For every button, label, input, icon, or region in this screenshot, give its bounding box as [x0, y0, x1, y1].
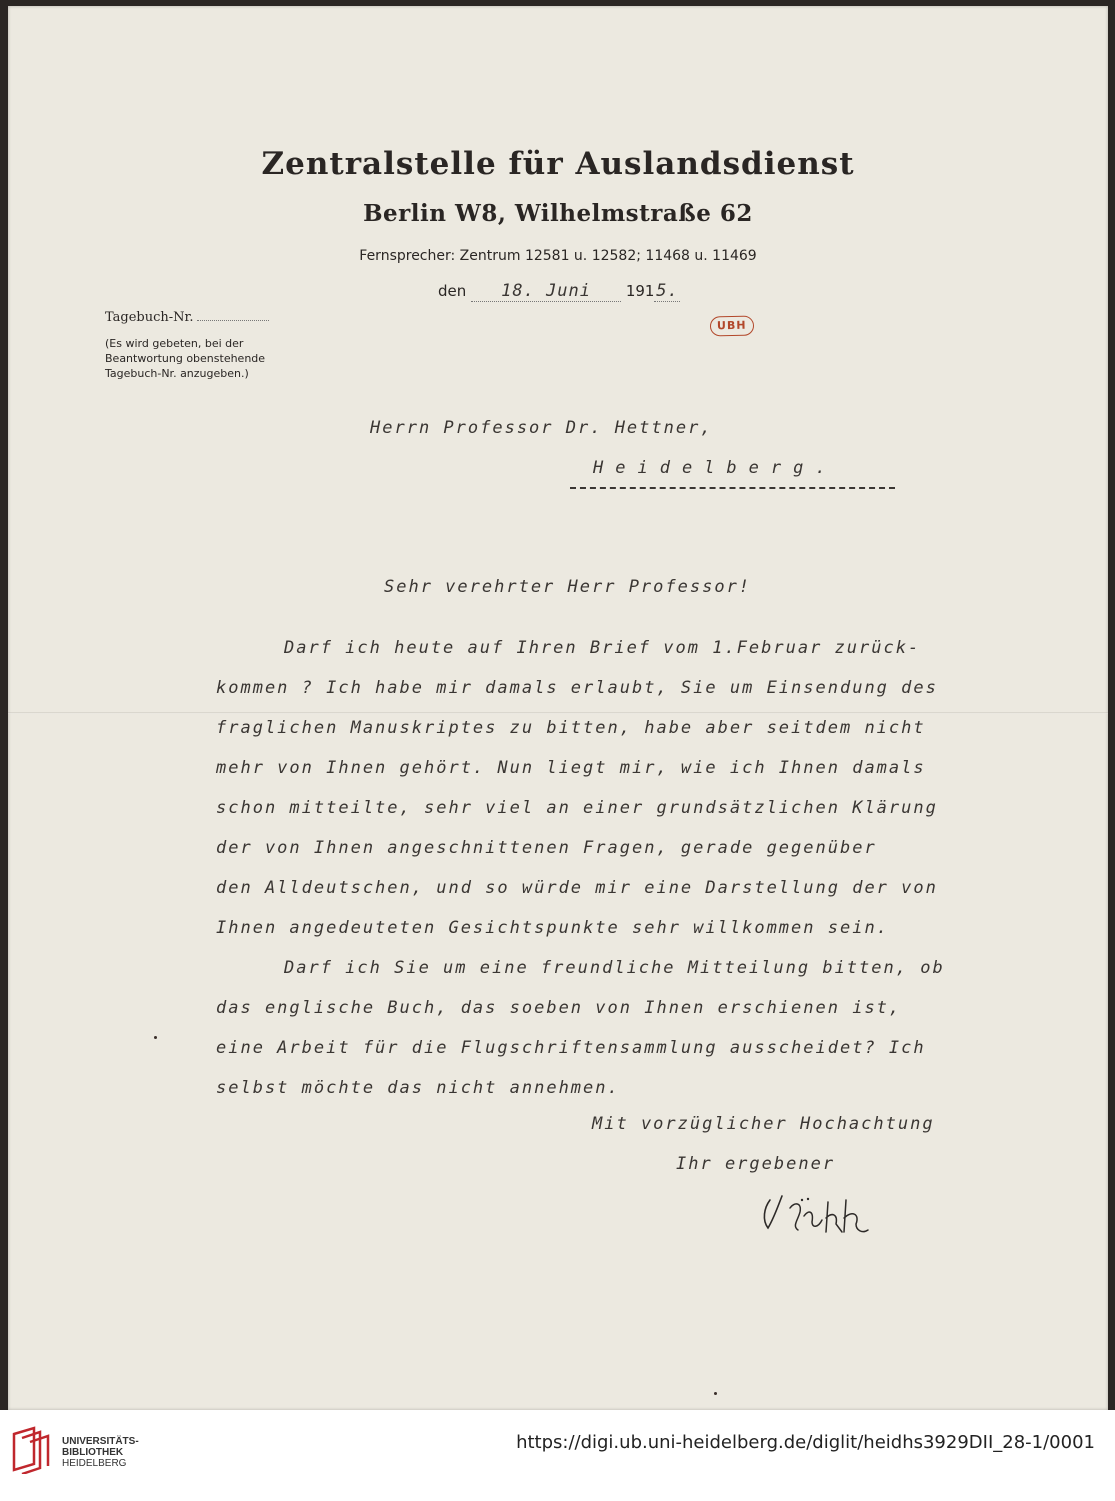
recipient-name: Herrn Professor Dr. Hettner, [370, 418, 713, 438]
letterhead-address: Berlin W8, Wilhelmstraße 62 [363, 200, 753, 227]
date-prefix: den [438, 282, 467, 300]
salutation: Sehr verehrter Herr Professor! [384, 577, 752, 597]
reference-label: Tagebuch-Nr. [105, 310, 194, 325]
date-year-prefix: 191 [625, 282, 655, 300]
reference-field [105, 310, 269, 325]
recipient-underline [570, 487, 895, 489]
body-line: der von Ihnen angeschnittenen Fragen, gerade gegenüber [216, 838, 877, 858]
reference-note-line: (Es wird gebeten, bei der [105, 337, 244, 350]
regards: Ihr ergebener [676, 1154, 836, 1174]
library-name [62, 1436, 139, 1469]
reference-note [105, 336, 265, 381]
letterhead-title: Zentralstelle für Auslandsdienst [261, 146, 855, 182]
body-line: fraglichen Manuskriptes zu bitten, habe aber seitdem nicht [216, 718, 926, 738]
body-line: Darf ich Sie um eine freundliche Mitteilung bitten, ob [284, 958, 945, 978]
handwritten-signature [756, 1186, 886, 1246]
reference-note-line: Beantwortung obenstehende [105, 352, 266, 365]
date-line [438, 281, 680, 302]
library-name-line: HEIDELBERG [62, 1458, 127, 1469]
paper-speck [714, 1392, 717, 1395]
recipient-city: Heidelberg. [593, 458, 838, 478]
letterhead-phone: Fernsprecher: Zentrum 12581 u. 12582; 11468 u. 11469 [359, 248, 757, 264]
library-name-line: UNIVERSITÄTS- [62, 1436, 139, 1447]
body-line: eine Arbeit für die Flugschriftensammlung ausscheidet? Ich [216, 1038, 926, 1058]
letter-body [216, 634, 945, 1114]
body-line: selbst möchte das nicht annehmen. [216, 1078, 620, 1098]
body-line: kommen ? Ich habe mir damals erlaubt, Sie um Einsendung des [216, 678, 938, 698]
document-url[interactable]: https://digi.ub.uni-heidelberg.de/diglit/heidhs3929DII_28-1/0001 [516, 1432, 1095, 1453]
body-line: mehr von Ihnen gehört. Nun liegt mir, wie ich Ihnen damals [216, 758, 926, 778]
body-line: schon mitteilte, sehr viel an einer grundsätzlichen Klärung [216, 798, 938, 818]
body-line: Darf ich heute auf Ihren Brief vom 1.Februar zurück- [284, 638, 921, 658]
library-stamp: UBH [710, 316, 754, 337]
body-line: Ihnen angedeuteten Gesichtspunkte sehr willkommen sein. [216, 918, 889, 938]
library-logo-icon [10, 1424, 54, 1474]
body-line: das englische Buch, das soeben von Ihnen erschienen ist, [216, 998, 902, 1018]
paper-speck [154, 1036, 157, 1039]
body-line: den Alldeutschen, und so würde mir eine Darstellung der von [216, 878, 938, 898]
letter-page [8, 6, 1108, 1410]
footer-bar [0, 1410, 1115, 1501]
date-year-suffix: 5. [656, 281, 679, 301]
library-name-line: BIBLIOTHEK [62, 1447, 124, 1458]
reference-dotted-line [197, 320, 269, 321]
date-day-month: 18. Juni [471, 281, 621, 302]
reference-note-line: Tagebuch-Nr. anzugeben.) [105, 367, 249, 380]
closing: Mit vorzüglicher Hochachtung [592, 1114, 935, 1134]
